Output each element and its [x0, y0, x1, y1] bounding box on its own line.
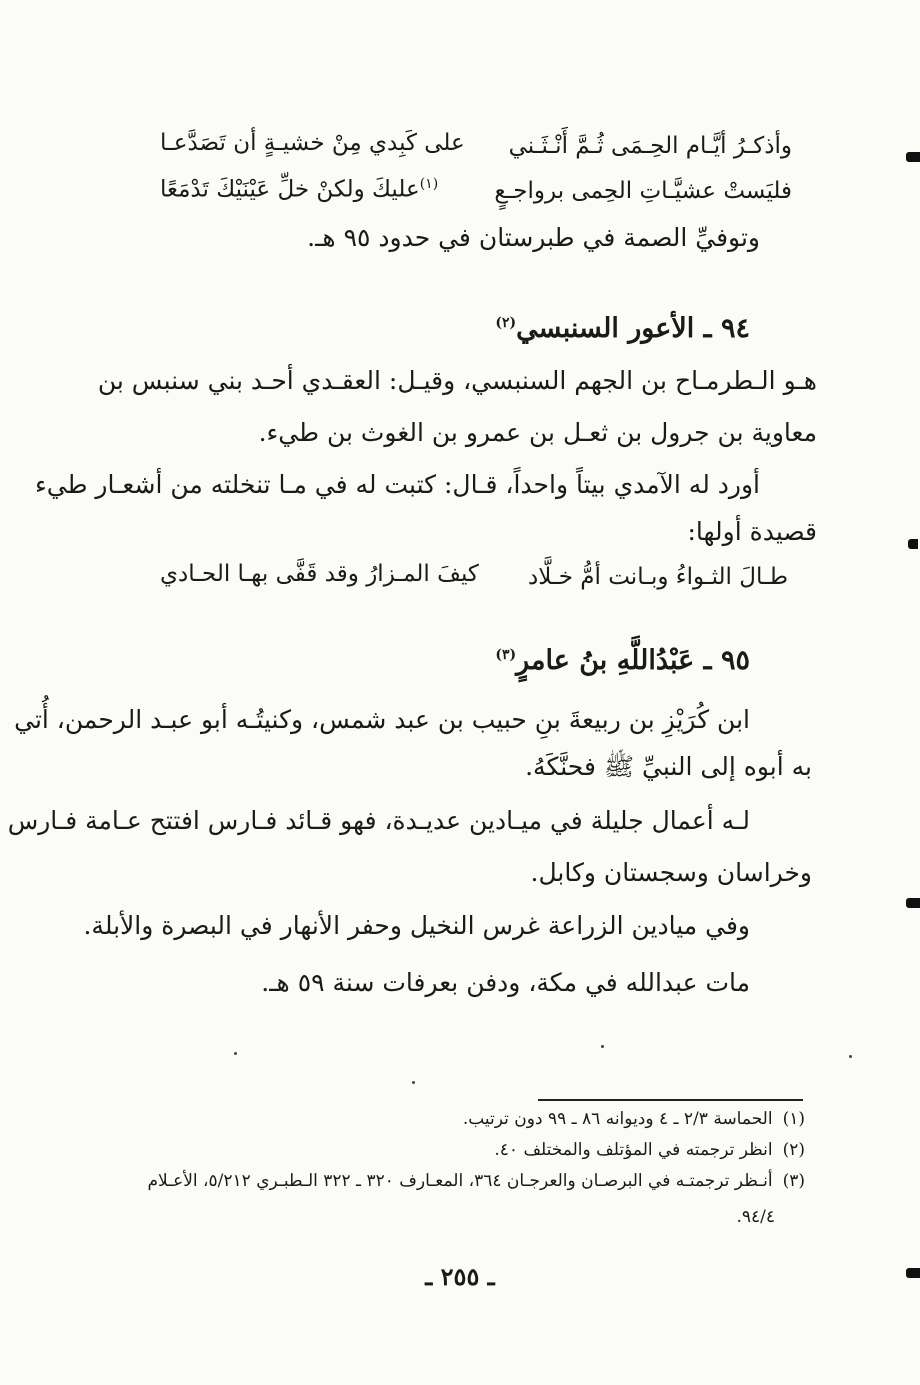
footnote-3: (٣)أنـظر ترجمتـه في البرصـان والعرجـان ٣٦٤، المعـارف ٣٢٠ ـ ٣٢٢ الـطبـري ٥/٢١٢، الأعـلام: [147, 1171, 805, 1191]
entry-95-para1-line2: به أبوه إلى النبيِّ ﷺ فحنَّكَهُ.: [525, 752, 812, 781]
death-note: وتوفيِّ الصمة في طبرستان في حدود ٩٥ هـ.: [307, 223, 760, 252]
poem-line-1-right: وأذكـرُ أيَّـام الحِـمَى ثُـمَّ أَنْـثَـني: [508, 133, 792, 159]
entry-95-para2-line1: لـه أعمال جليلة في ميـادين عديـدة، فهو قـائد فـارس افتتح عـامة فـارس: [7, 806, 750, 835]
entry-95-para2-line2: وخراسان وسجستان وكابل.: [530, 858, 812, 887]
entry-95-title: ٩٥ ـ عَبْدُاللَّهِ بنُ عامرٍ$^{(٣)}$: [495, 645, 750, 676]
footnote-ref: (٣): [495, 647, 517, 663]
entry-94-verse-right: طـالَ الثـواءُ وبـانت أمُّ خـلَّاد: [528, 564, 788, 590]
scan-speck: [601, 1045, 604, 1048]
scan-edge-mark: [906, 152, 920, 162]
entry-95-para3: وفي ميادين الزراعة غرس النخيل وحفر الأنهار في البصرة والأبلة.: [83, 911, 750, 940]
entry-94-para2-line2: قصيدة أولها:: [687, 517, 817, 546]
footnote-3-continued: ٩٤/٤.: [736, 1207, 775, 1227]
poem-line-2-right: فليَستْ عشيَّـاتِ الحِمى برواجـعٍ: [494, 178, 792, 204]
scan-speck: [849, 1055, 852, 1058]
poem-line-1-left: على كَبِدي مِنْ خشيـةٍ أن تَصَدَّعـا: [160, 130, 465, 156]
scan-edge-mark: [906, 898, 920, 908]
entry-94-verse-left: كيفَ المـزارُ وقد قَفَّى بهـا الحـادي: [160, 561, 479, 587]
poem-line-2-left: $^{(١)}$عليكَ ولكنْ خلِّ عَيْنَيْكَ تَدْمَعًا: [160, 176, 439, 203]
scan-speck: [234, 1052, 237, 1055]
entry-94-para2-line1: أورد له الآمدي بيتاً واحداً، قـال: كتبت له في مـا تنخلته من أشعـار طيء: [34, 470, 760, 499]
entry-94-para1-line2: معاوية بن جرول بن ثعـل بن عمرو بن الغوث بن طيء.: [258, 418, 817, 447]
entry-94-title: ٩٤ ـ الأعور السنبسي$^{(٢)}$: [495, 313, 750, 344]
footnote-ref: (٢): [495, 315, 517, 331]
entry-95-para4: مات عبدالله في مكة، ودفن بعرفات سنة ٥٩ هـ.: [261, 968, 750, 997]
scan-edge-mark: [906, 1268, 920, 1278]
scan-edge-mark: [908, 539, 918, 549]
footnote-1: (١)الحماسة ٢/٣ ـ ٤ وديوانه ٨٦ ـ ٩٩ دون ترتيب.: [462, 1109, 805, 1129]
footnote-ref: (١): [419, 176, 439, 192]
footnote-2: (٢)انظر ترجمته في المؤتلف والمختلف ٤٠.: [494, 1140, 805, 1160]
entry-94-para1-line1: هـو الـطرمـاح بن الجهم السنبسي، وقيـل: العقـدي أحـد بني سنبس بن: [97, 366, 817, 395]
footnote-rule: [538, 1099, 803, 1101]
page-number: ـ ٢٥٥ ـ: [425, 1262, 495, 1291]
scan-speck: [412, 1081, 415, 1084]
entry-95-para1-line1: ابن كُرَيْزِ بن ربيعةَ بنِ حبيب بن عبد شمس، وكنيتُـه أبو عبـد الرحمن، أُتي: [14, 705, 750, 734]
